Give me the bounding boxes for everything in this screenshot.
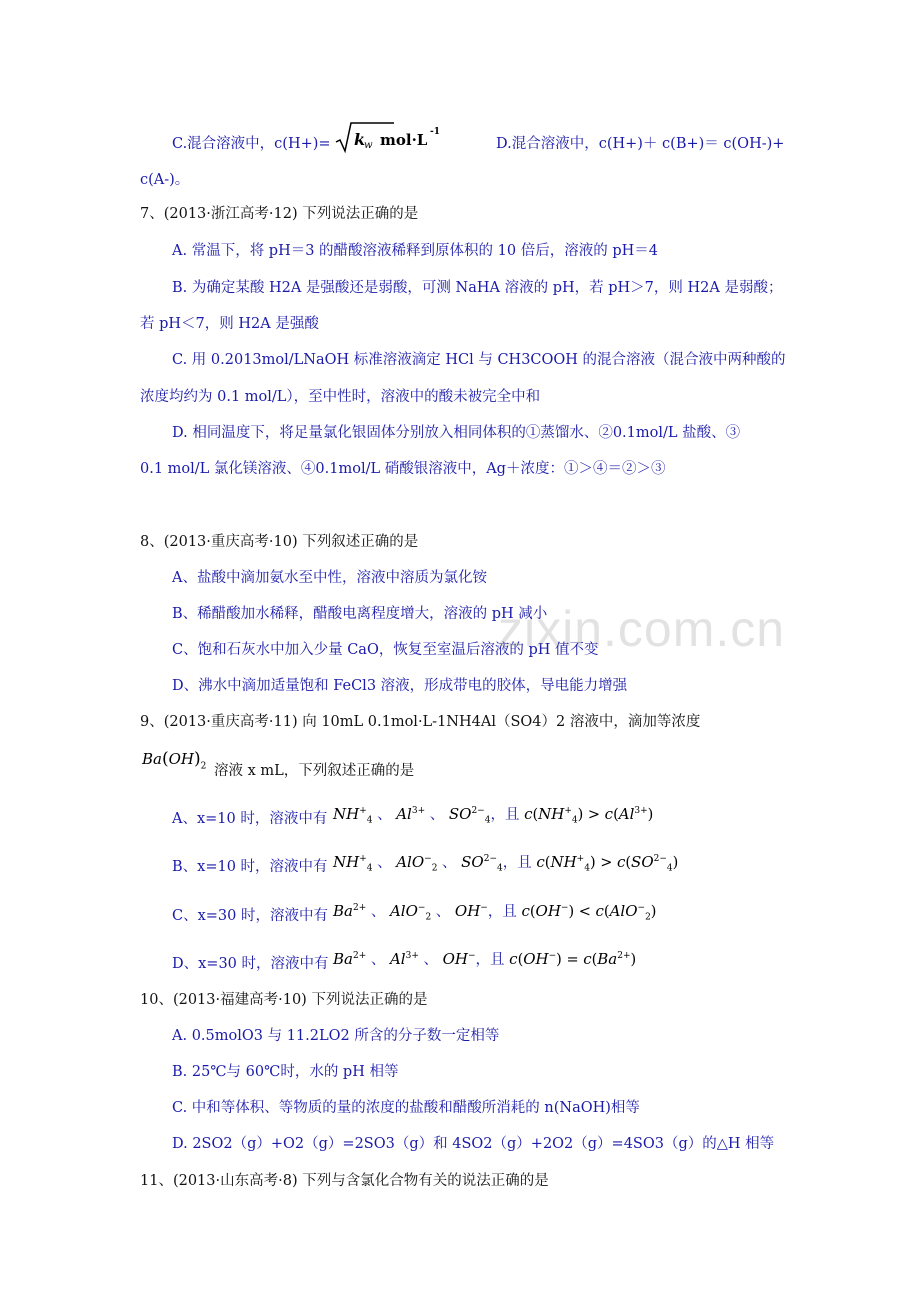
formula-option-d: $Ba^{2+}$ 、 $Al^{3+}$ 、 OH−，且 $c(OH^-) = c(Ba^{2+})$	[333, 949, 637, 968]
text-line-q7d2: 0.1 mol/L 氯化镁溶液、④0.1mol/L 硝酸银溶液中，Ag＋浓度：①＞④＝②＞③	[140, 461, 666, 477]
text-line-l1b: D.混合溶液中，c(H+)＋ c(B+)＝ c(OH-)+	[496, 136, 785, 152]
text-line-q7: 7、(2013·浙江高考·12) 下列说法正确的是	[140, 206, 419, 222]
svg-text:k: k	[354, 130, 366, 149]
formula-baoh2: $Ba(OH)_2$	[142, 749, 207, 772]
text-line-q10a: A. 0.5molO3 与 11.2LO2 所含的分子数一定相等	[172, 1028, 500, 1044]
text-line-q8b: B、稀醋酸加水稀释，醋酸电离程度增大，溶液的 pH 减小	[172, 606, 548, 622]
text-line-q9A: A、x=10 时，溶液中有	[172, 811, 328, 827]
text-line-q10d: D. 2SO2（g）+O2（g）=2SO3（g）和 4SO2（g）+2O2（g）=4SO3（g）的△H 相等	[172, 1136, 775, 1152]
text-line-q10c: C. 中和等体积、等物质的量的浓度的盐酸和醋酸所消耗的 n(NaOH)相等	[172, 1100, 640, 1116]
text-line-q8a: A、盐酸中滴加氨水至中性，溶液中溶质为氯化铵	[172, 570, 487, 586]
text-line-q9b: 溶液 x mL，下列叙述正确的是	[214, 763, 415, 779]
text-line-q7c1: C. 用 0.2013mol/LNaOH 标准溶液滴定 HCl 与 CH3COOH 的混合溶液（混合液中两种酸的	[172, 352, 786, 368]
text-line-q7a: A. 常温下，将 pH＝3 的醋酸溶液稀释到原体积的 10 倍后，溶液的 pH＝4	[172, 243, 658, 259]
text-line-l1a: C.混合溶液中，c(H+)=	[172, 136, 331, 152]
text-line-q7d1: D. 相同温度下，将足量氯化银固体分别放入相同体积的①蒸馏水、②0.1mol/L 盐酸、③	[172, 425, 741, 441]
formula-option-c: $Ba^{2+}$ 、 AlO−$_2$ 、 OH−，且 c(OH−) < c(AlO−$_2$)	[333, 901, 657, 923]
sqrt-kw-formula	[334, 120, 444, 154]
formula-option-a: $NH^+_4$ 、 $Al^{3+}$ 、 $SO^{2-}_4$，且 $c(NH^+_4) > c(Al^{3+})$	[333, 804, 654, 826]
text-line-l2: c(A-)。	[140, 172, 190, 188]
text-line-q10b: B. 25℃与 60℃时，水的 pH 相等	[172, 1064, 399, 1080]
text-line-q11: 11、(2013·山东高考·8) 下列与含氯化合物有关的说法正确的是	[140, 1173, 549, 1189]
svg-text:mol·L: mol·L	[380, 131, 428, 149]
text-line-q9D: D、x=30 时，溶液中有	[172, 956, 329, 972]
text-line-q7b2: 若 pH＜7，则 H2A 是强酸	[140, 316, 319, 332]
svg-text:-1: -1	[430, 127, 440, 137]
text-line-q7c2: 浓度均约为 0.1 mol/L），至中性时，溶液中的酸未被完全中和	[140, 389, 541, 405]
formula-option-b: $NH^+_4$ 、 AlO−$_2$ 、 $SO^{2-}_4$，且 $c(NH^+_4) > c(SO^{2-}_4)$	[333, 852, 679, 874]
text-line-q9: 9、(2013·重庆高考·11) 向 10mL 0.1mol·L-1NH4Al（SO4）2 溶液中，滴加等浓度	[140, 714, 701, 730]
text-line-q8c: C、饱和石灰水中加入少量 CaO，恢复至室温后溶液的 pH 值不变	[172, 642, 599, 658]
text-line-q8: 8、(2013·重庆高考·10) 下列叙述正确的是	[140, 534, 419, 550]
text-line-q8d: D、沸水中滴加适量饱和 FeCl3 溶液，形成带电的胶体，导电能力增强	[172, 678, 628, 694]
text-line-q7b1: B. 为确定某酸 H2A 是强酸还是弱酸，可测 NaHA 溶液的 pH，若 pH＞7，则 H2A 是弱酸；	[172, 280, 783, 296]
svg-text:w: w	[364, 140, 373, 151]
watermark: zixin.com.cn	[498, 601, 786, 657]
text-line-q10: 10、(2013·福建高考·10) 下列说法正确的是	[140, 992, 428, 1008]
text-line-q9B: B、x=10 时，溶液中有	[172, 859, 328, 875]
formula-sqrt-kw	[334, 120, 444, 161]
text-line-q9C: C、x=30 时，溶液中有	[172, 908, 328, 924]
